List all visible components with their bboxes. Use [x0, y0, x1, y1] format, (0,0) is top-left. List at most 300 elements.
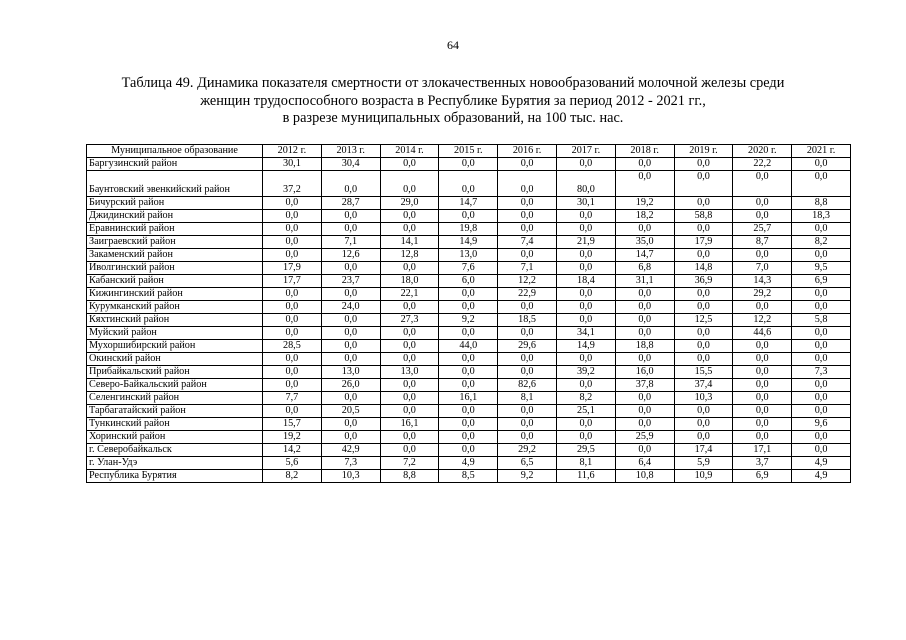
rate-cell: 0,0 — [380, 379, 439, 392]
rate-cell: 0,0 — [380, 262, 439, 275]
rate-cell: 0,0 — [733, 210, 792, 223]
rate-cell: 0,0 — [321, 262, 380, 275]
municipality-name-cell: Тункинский район — [87, 418, 263, 431]
rate-cell: 8,8 — [380, 470, 439, 483]
rate-cell: 0,0 — [792, 340, 851, 353]
rate-cell: 0,0 — [792, 158, 851, 171]
rate-cell: 0,0 — [439, 171, 498, 197]
municipality-name-cell: г. Улан-Удэ — [87, 457, 263, 470]
table-row — [87, 288, 851, 301]
rate-cell: 0,0 — [439, 288, 498, 301]
rate-cell: 12,8 — [380, 249, 439, 262]
rate-cell: 0,0 — [263, 301, 322, 314]
municipality-name-cell: Курумканский район — [87, 301, 263, 314]
municipality-name-cell: Кабанский район — [87, 275, 263, 288]
table-row — [87, 392, 851, 405]
rate-cell: 0,0 — [380, 327, 439, 340]
page-number: 64 — [447, 38, 459, 52]
rate-cell: 0,0 — [498, 158, 557, 171]
column-header: Муниципальное образование — [87, 145, 263, 158]
rate-cell: 0,0 — [674, 301, 733, 314]
table-header-row — [87, 145, 851, 158]
rate-cell: 58,8 — [674, 210, 733, 223]
rate-cell: 3,7 — [733, 457, 792, 470]
municipality-name-cell: Кяхтинский район — [87, 314, 263, 327]
rate-cell: 82,6 — [498, 379, 557, 392]
rate-cell: 44,6 — [733, 327, 792, 340]
rate-cell: 13,0 — [321, 366, 380, 379]
rate-cell: 0,0 — [380, 158, 439, 171]
rate-cell: 0,0 — [498, 431, 557, 444]
rate-cell: 0,0 — [380, 444, 439, 457]
table-row — [87, 314, 851, 327]
rate-cell: 0,0 — [615, 301, 674, 314]
rate-cell: 0,0 — [556, 210, 615, 223]
rate-cell: 0,0 — [556, 262, 615, 275]
rate-cell: 18,5 — [498, 314, 557, 327]
rate-cell: 16,1 — [380, 418, 439, 431]
rate-cell: 14,9 — [556, 340, 615, 353]
rate-cell: 27,3 — [380, 314, 439, 327]
rate-cell: 7,1 — [498, 262, 557, 275]
rate-cell: 7,3 — [321, 457, 380, 470]
rate-cell: 14,7 — [439, 197, 498, 210]
rate-cell: 0,0 — [733, 171, 792, 197]
table-row — [87, 275, 851, 288]
rate-cell: 18,3 — [792, 210, 851, 223]
rate-cell: 37,2 — [263, 171, 322, 197]
rate-cell: 31,1 — [615, 275, 674, 288]
rate-cell: 18,4 — [556, 275, 615, 288]
rate-cell: 0,0 — [380, 392, 439, 405]
rate-cell: 8,1 — [556, 457, 615, 470]
column-header: 2016 г. — [498, 145, 557, 158]
rate-cell: 16,1 — [439, 392, 498, 405]
rate-cell: 22,9 — [498, 288, 557, 301]
rate-cell: 6,8 — [615, 262, 674, 275]
rate-cell: 14,1 — [380, 236, 439, 249]
rate-cell: 0,0 — [380, 210, 439, 223]
rate-cell: 0,0 — [792, 431, 851, 444]
column-header: 2019 г. — [674, 145, 733, 158]
column-header: 2014 г. — [380, 145, 439, 158]
rate-cell: 0,0 — [674, 158, 733, 171]
municipality-name-cell: Тарбагатайский район — [87, 405, 263, 418]
rate-cell: 12,5 — [674, 314, 733, 327]
rate-cell: 0,0 — [439, 379, 498, 392]
rate-cell: 0,0 — [556, 158, 615, 171]
rate-cell: 0,0 — [321, 340, 380, 353]
rate-cell: 0,0 — [556, 379, 615, 392]
rate-cell: 29,6 — [498, 340, 557, 353]
rate-cell: 0,0 — [733, 249, 792, 262]
rate-cell: 8,8 — [792, 197, 851, 210]
rate-cell: 0,0 — [263, 288, 322, 301]
rate-cell: 0,0 — [792, 444, 851, 457]
rate-cell: 4,9 — [792, 457, 851, 470]
table-row — [87, 457, 851, 470]
rate-cell: 0,0 — [792, 223, 851, 236]
rate-cell: 37,8 — [615, 379, 674, 392]
rate-cell: 0,0 — [263, 249, 322, 262]
rate-cell: 0,0 — [792, 379, 851, 392]
rate-cell: 39,2 — [556, 366, 615, 379]
rate-cell: 0,0 — [615, 418, 674, 431]
rate-cell: 12,6 — [321, 249, 380, 262]
rate-cell: 17,1 — [733, 444, 792, 457]
table-caption — [60, 75, 846, 128]
municipality-name-cell: Бичурский район — [87, 197, 263, 210]
rate-cell: 0,0 — [498, 249, 557, 262]
rate-cell: 42,9 — [321, 444, 380, 457]
rate-cell: 0,0 — [321, 327, 380, 340]
caption-line-1: Таблица 49. Динамика показателя смертности от злокачественных новообразований молочной железы среди — [121, 75, 785, 91]
municipality-name-cell: Еравнинский район — [87, 223, 263, 236]
rate-cell: 16,0 — [615, 366, 674, 379]
rate-cell: 0,0 — [733, 366, 792, 379]
rate-cell: 24,0 — [321, 301, 380, 314]
rate-cell: 0,0 — [733, 197, 792, 210]
rate-cell: 9,5 — [792, 262, 851, 275]
rate-cell: 0,0 — [439, 301, 498, 314]
rate-cell: 0,0 — [674, 353, 733, 366]
table-row — [87, 405, 851, 418]
table-row — [87, 431, 851, 444]
rate-cell: 0,0 — [263, 236, 322, 249]
rate-cell: 0,0 — [263, 405, 322, 418]
rate-cell: 0,0 — [380, 171, 439, 197]
table-row — [87, 418, 851, 431]
rate-cell: 6,4 — [615, 457, 674, 470]
rate-cell: 0,0 — [321, 314, 380, 327]
rate-cell: 8,7 — [733, 236, 792, 249]
rate-cell: 12,2 — [733, 314, 792, 327]
rate-cell: 0,0 — [439, 366, 498, 379]
rate-cell: 18,0 — [380, 275, 439, 288]
rate-cell: 9,6 — [792, 418, 851, 431]
rate-cell: 0,0 — [439, 405, 498, 418]
rate-cell: 6,5 — [498, 457, 557, 470]
rate-cell: 0,0 — [615, 392, 674, 405]
rate-cell: 6,9 — [792, 275, 851, 288]
rate-cell: 0,0 — [380, 301, 439, 314]
rate-cell: 17,9 — [674, 236, 733, 249]
rate-cell: 19,2 — [263, 431, 322, 444]
rate-cell: 0,0 — [733, 340, 792, 353]
rate-cell: 0,0 — [792, 405, 851, 418]
rate-cell: 0,0 — [674, 340, 733, 353]
rate-cell: 0,0 — [615, 314, 674, 327]
rate-cell: 0,0 — [792, 171, 851, 197]
table-row — [87, 236, 851, 249]
rate-cell: 35,0 — [615, 236, 674, 249]
rate-cell: 0,0 — [792, 249, 851, 262]
rate-cell: 0,0 — [263, 210, 322, 223]
municipality-name-cell: Северо-Байкальский район — [87, 379, 263, 392]
rate-cell: 44,0 — [439, 340, 498, 353]
rate-cell: 0,0 — [380, 223, 439, 236]
table-body — [87, 158, 851, 483]
rate-cell: 0,0 — [498, 418, 557, 431]
rate-cell: 0,0 — [439, 158, 498, 171]
rate-cell: 15,7 — [263, 418, 322, 431]
table-row — [87, 470, 851, 483]
municipality-name-cell: Баунтовский эвенкийский район — [87, 171, 263, 197]
rate-cell: 0,0 — [733, 405, 792, 418]
rate-cell: 5,8 — [792, 314, 851, 327]
table-row — [87, 223, 851, 236]
rate-cell: 30,4 — [321, 158, 380, 171]
rate-cell: 0,0 — [792, 353, 851, 366]
rate-cell: 0,0 — [674, 418, 733, 431]
rate-cell: 34,1 — [556, 327, 615, 340]
municipality-name-cell: Джидинский район — [87, 210, 263, 223]
rate-cell: 14,9 — [439, 236, 498, 249]
rate-cell: 8,2 — [556, 392, 615, 405]
rate-cell: 5,9 — [674, 457, 733, 470]
rate-cell: 8,2 — [263, 470, 322, 483]
rate-cell: 0,0 — [556, 314, 615, 327]
rate-cell: 5,6 — [263, 457, 322, 470]
rate-cell: 80,0 — [556, 171, 615, 197]
rate-cell: 18,8 — [615, 340, 674, 353]
rate-cell: 25,7 — [733, 223, 792, 236]
municipality-name-cell: Селенгинский район — [87, 392, 263, 405]
rate-cell: 0,0 — [321, 288, 380, 301]
rate-cell: 14,3 — [733, 275, 792, 288]
municipality-name-cell: Муйский район — [87, 327, 263, 340]
rate-cell: 0,0 — [792, 301, 851, 314]
rate-cell: 0,0 — [674, 288, 733, 301]
rate-cell: 0,0 — [674, 327, 733, 340]
rate-cell: 0,0 — [498, 197, 557, 210]
table-row — [87, 262, 851, 275]
rate-cell: 21,9 — [556, 236, 615, 249]
column-header: 2020 г. — [733, 145, 792, 158]
rate-cell: 0,0 — [498, 353, 557, 366]
rate-cell: 30,1 — [263, 158, 322, 171]
rate-cell: 36,9 — [674, 275, 733, 288]
rate-cell: 0,0 — [733, 379, 792, 392]
rate-cell: 30,1 — [556, 197, 615, 210]
column-header: 2017 г. — [556, 145, 615, 158]
rate-cell: 0,0 — [674, 249, 733, 262]
rate-cell: 0,0 — [439, 210, 498, 223]
column-header: 2013 г. — [321, 145, 380, 158]
rate-cell: 0,0 — [674, 223, 733, 236]
table-row — [87, 301, 851, 314]
municipality-name-cell: Окинский район — [87, 353, 263, 366]
rate-cell: 0,0 — [263, 197, 322, 210]
table-row — [87, 171, 851, 197]
table-row — [87, 158, 851, 171]
rate-cell: 20,5 — [321, 405, 380, 418]
rate-cell: 15,5 — [674, 366, 733, 379]
table-row — [87, 340, 851, 353]
rate-cell: 0,0 — [615, 158, 674, 171]
rate-cell: 0,0 — [615, 353, 674, 366]
rate-cell: 0,0 — [556, 301, 615, 314]
rate-cell: 0,0 — [380, 340, 439, 353]
rate-cell: 26,0 — [321, 379, 380, 392]
municipality-name-cell: Иволгинский район — [87, 262, 263, 275]
rate-cell: 8,5 — [439, 470, 498, 483]
rate-cell: 0,0 — [615, 327, 674, 340]
municipality-name-cell: Заиграевский район — [87, 236, 263, 249]
rate-cell: 0,0 — [263, 366, 322, 379]
rate-cell: 4,9 — [439, 457, 498, 470]
municipality-name-cell: г. Северобайкальск — [87, 444, 263, 457]
rate-cell: 7,2 — [380, 457, 439, 470]
caption-line-2: женщин трудоспособного возраста в Республике Бурятия за период 2012 - 2021 гг., — [200, 92, 706, 109]
rate-cell: 0,0 — [380, 405, 439, 418]
rate-cell: 12,2 — [498, 275, 557, 288]
rate-cell: 0,0 — [498, 366, 557, 379]
rate-cell: 0,0 — [498, 405, 557, 418]
rate-cell: 0,0 — [674, 171, 733, 197]
rate-cell: 9,2 — [439, 314, 498, 327]
rate-cell: 8,1 — [498, 392, 557, 405]
rate-cell: 0,0 — [263, 379, 322, 392]
rate-cell: 29,5 — [556, 444, 615, 457]
rate-cell: 4,9 — [792, 470, 851, 483]
rate-cell: 7,0 — [733, 262, 792, 275]
rate-cell: 0,0 — [498, 210, 557, 223]
rate-cell: 0,0 — [792, 288, 851, 301]
column-header: 2015 г. — [439, 145, 498, 158]
rate-cell: 0,0 — [674, 405, 733, 418]
rate-cell: 0,0 — [439, 353, 498, 366]
rate-cell: 0,0 — [733, 301, 792, 314]
rate-cell: 0,0 — [498, 301, 557, 314]
rate-cell: 7,1 — [321, 236, 380, 249]
rate-cell: 0,0 — [733, 418, 792, 431]
table-row — [87, 210, 851, 223]
rate-cell: 17,7 — [263, 275, 322, 288]
table-row — [87, 197, 851, 210]
rate-cell: 0,0 — [321, 353, 380, 366]
rate-cell: 0,0 — [263, 327, 322, 340]
rate-cell: 10,8 — [615, 470, 674, 483]
rate-cell: 17,9 — [263, 262, 322, 275]
rate-cell: 25,1 — [556, 405, 615, 418]
rate-cell: 9,2 — [498, 470, 557, 483]
rate-cell: 0,0 — [615, 444, 674, 457]
rate-cell: 0,0 — [498, 327, 557, 340]
table-row — [87, 353, 851, 366]
rate-cell: 0,0 — [321, 223, 380, 236]
rate-cell: 7,4 — [498, 236, 557, 249]
rate-cell: 0,0 — [792, 327, 851, 340]
rate-cell: 25,9 — [615, 431, 674, 444]
rate-cell: 0,0 — [439, 444, 498, 457]
rate-cell: 13,0 — [439, 249, 498, 262]
rate-cell: 0,0 — [556, 223, 615, 236]
rate-cell: 0,0 — [321, 392, 380, 405]
rate-cell: 10,9 — [674, 470, 733, 483]
rate-cell: 0,0 — [792, 392, 851, 405]
rate-cell: 22,2 — [733, 158, 792, 171]
rate-cell: 14,8 — [674, 262, 733, 275]
municipality-name-cell: Кижингинский район — [87, 288, 263, 301]
rate-cell: 0,0 — [380, 353, 439, 366]
municipality-name-cell: Баргузинский район — [87, 158, 263, 171]
rate-cell: 0,0 — [380, 431, 439, 444]
rate-cell: 29,2 — [498, 444, 557, 457]
rate-cell: 22,1 — [380, 288, 439, 301]
rate-cell: 19,2 — [615, 197, 674, 210]
rate-cell: 0,0 — [556, 249, 615, 262]
rate-cell: 23,7 — [321, 275, 380, 288]
rate-cell: 18,2 — [615, 210, 674, 223]
rate-cell: 0,0 — [321, 210, 380, 223]
rate-cell: 14,2 — [263, 444, 322, 457]
table-row — [87, 444, 851, 457]
rate-cell: 0,0 — [321, 418, 380, 431]
rate-cell: 0,0 — [439, 418, 498, 431]
rate-cell: 0,0 — [498, 223, 557, 236]
rate-cell: 29,2 — [733, 288, 792, 301]
table-row — [87, 249, 851, 262]
rate-cell: 0,0 — [556, 431, 615, 444]
rate-cell: 0,0 — [556, 288, 615, 301]
municipality-name-cell: Прибайкальский район — [87, 366, 263, 379]
rate-cell: 0,0 — [674, 197, 733, 210]
caption-line-3: в разрезе муниципальных образований, на 100 тыс. нас. — [282, 110, 624, 126]
mortality-table — [86, 144, 851, 483]
rate-cell: 0,0 — [439, 327, 498, 340]
rate-cell: 6,9 — [733, 470, 792, 483]
rate-cell: 37,4 — [674, 379, 733, 392]
rate-cell: 0,0 — [263, 223, 322, 236]
rate-cell: 6,0 — [439, 275, 498, 288]
rate-cell: 7,3 — [792, 366, 851, 379]
rate-cell: 0,0 — [321, 171, 380, 197]
rate-cell: 0,0 — [674, 431, 733, 444]
municipality-name-cell: Хоринский район — [87, 431, 263, 444]
rate-cell: 0,0 — [263, 314, 322, 327]
table-row — [87, 379, 851, 392]
rate-cell: 0,0 — [733, 392, 792, 405]
table-row — [87, 327, 851, 340]
table-row — [87, 366, 851, 379]
rate-cell: 14,7 — [615, 249, 674, 262]
rate-cell: 0,0 — [263, 353, 322, 366]
rate-cell: 0,0 — [498, 171, 557, 197]
rate-cell: 0,0 — [556, 418, 615, 431]
municipality-name-cell: Закаменский район — [87, 249, 263, 262]
rate-cell: 0,0 — [615, 171, 674, 197]
rate-cell: 0,0 — [321, 431, 380, 444]
municipality-name-cell: Мухоршибирский район — [87, 340, 263, 353]
rate-cell: 0,0 — [733, 353, 792, 366]
municipality-name-cell: Республика Бурятия — [87, 470, 263, 483]
rate-cell: 7,6 — [439, 262, 498, 275]
rate-cell: 28,7 — [321, 197, 380, 210]
column-header: 2021 г. — [792, 145, 851, 158]
column-header: 2012 г. — [263, 145, 322, 158]
rate-cell: 10,3 — [674, 392, 733, 405]
rate-cell: 10,3 — [321, 470, 380, 483]
rate-cell: 0,0 — [733, 431, 792, 444]
rate-cell: 28,5 — [263, 340, 322, 353]
rate-cell: 7,7 — [263, 392, 322, 405]
rate-cell: 0,0 — [615, 405, 674, 418]
rate-cell: 19,8 — [439, 223, 498, 236]
rate-cell: 11,6 — [556, 470, 615, 483]
rate-cell: 0,0 — [615, 288, 674, 301]
rate-cell: 13,0 — [380, 366, 439, 379]
